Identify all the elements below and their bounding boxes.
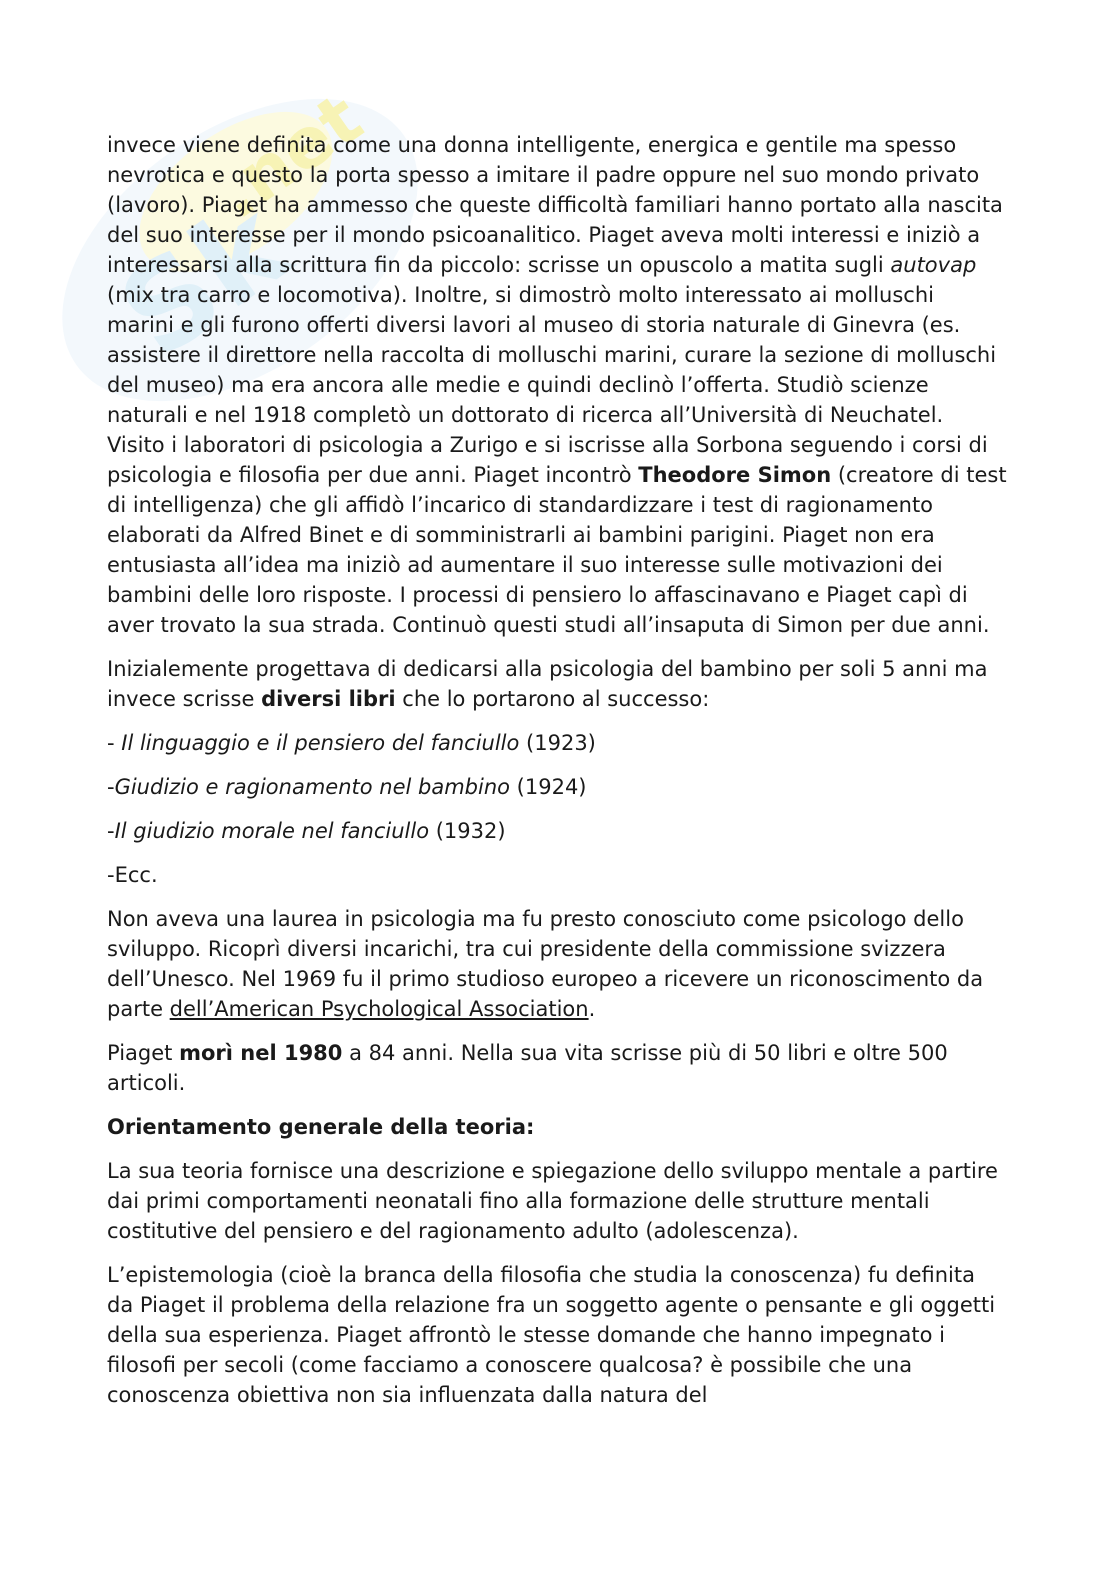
text-span: (creatore di test di intelligenza) che gli affidò l’incarico di standardizzare i test di ragionamento elaborati da Alfred Binet e di somministrarli ai bambini parigini. Piaget non era entusiasta all’idea ma iniziò ad aumentare il suo interesse sulle motivazioni dei bambini delle loro risposte. I processi di pensiero lo affascinavano e Piaget capì di aver trovato la sua strada. Continuò questi studi all’insaputa di Simon per due anni. [107, 463, 1007, 637]
book-prefix: - [107, 819, 115, 843]
text-span: Non aveva una laurea in psicologia ma fu presto conosciuto come psicologo dello sviluppo. Ricoprì diversi incarichi, tra cui presidente della commissione svizzera dell’Unesco. Nel 1969 fu il primo studioso europeo a ricevere un riconoscimento da parte [107, 907, 984, 1021]
underlined-apa: dell’American Psychological Association [169, 997, 589, 1021]
bold-diversi-libri: diversi libri [261, 687, 396, 711]
svg-text:Sk: Sk [96, 175, 313, 386]
text-span: . [588, 997, 596, 1021]
book-year: (1923) [519, 731, 596, 755]
paragraph-death [107, 1038, 1007, 1098]
text-span: invece viene definita come una donna intelligente, energica e gentile ma spesso nevrotica e questo la porta spesso a imitare il padre oppure nel suo mondo privato (lavoro). Piaget ha ammesso che queste difficoltà familiari hanno portato alla nascita del suo interesse per il mondo psicoanalitico. Piaget aveva molti interessi e iniziò a interessarsi alla scrittura fin da piccolo: scrisse un opuscolo a matita sugli [107, 133, 1003, 277]
document-page [107, 130, 1007, 1424]
italic-term-autovap: autovap [890, 253, 977, 277]
book-item [107, 772, 1007, 802]
book-year: (1932) [429, 819, 506, 843]
bold-death-year: morì nel 1980 [179, 1041, 343, 1065]
book-item [107, 728, 1007, 758]
svg-text:.net: .net [200, 77, 377, 235]
text-span: a 84 anni. Nella sua vita scrisse più di 50 libri e oltre 500 articoli. [107, 1041, 948, 1095]
list-etc: -Ecc. [107, 863, 158, 887]
text-span: che lo portarono al successo: [395, 687, 710, 711]
section-heading: Orientamento generale della teoria: [107, 1115, 535, 1139]
paragraph-biography [107, 130, 1007, 640]
book-prefix: - [107, 775, 115, 799]
book-prefix: - [107, 731, 122, 755]
paragraph-books-intro [107, 654, 1007, 714]
text-span: (mix tra carro e locomotiva). Inoltre, si dimostrò molto interessato ai molluschi marini e gli furono offerti diversi lavori al museo di storia naturale di Ginevra (es. assistere il direttore nella raccolta di molluschi marini, curare la sezione di molluschi del museo) ma era ancora alle medie e quindi declinò l’offerta. Studiò scienze naturali e nel 1918 completò un dottorato di ricerca all’Università di Neuchatel. Visito i laboratori di psicologia a Zurigo e si iscrisse alla Sorbona seguendo i corsi di psicologia e filosofia per due anni. Piaget incontrò [107, 283, 997, 487]
book-item [107, 816, 1007, 846]
book-title: Giudizio e ragionamento nel bambino [114, 775, 510, 799]
book-title: Il giudizio morale nel fanciullo [114, 819, 430, 843]
bold-name-theodore-simon: Theodore Simon [638, 463, 832, 487]
book-title: Il linguaggio e il pensiero del fanciullo [121, 731, 520, 755]
paragraph-career [107, 904, 1007, 1024]
paragraph-theory: La sua teoria fornisce una descrizione e spiegazione dello sviluppo mentale a partire dai primi comportamenti neonatali fino alla formazione delle strutture mentali costitutive del pensiero e del ragionamento adulto (adolescenza). [107, 1159, 998, 1243]
paragraph-epistemology: L’epistemologia (cioè la branca della filosofia che studia la conoscenza) fu definita da Piaget il problema della relazione fra un soggetto agente o pensante e gli oggetti della sua esperienza. Piaget affrontò le stesse domande che hanno impegnato i filosofi per secoli (come facciamo a conoscere qualcosa? è possibile che una conoscenza obiettiva non sia influenzata dalla natura del [107, 1263, 996, 1407]
text-span: Piaget [107, 1041, 180, 1065]
text-span: Inizialemente progettava di dedicarsi alla psicologia del bambino per soli 5 anni ma invece scrisse [107, 657, 988, 711]
book-year: (1924) [510, 775, 587, 799]
